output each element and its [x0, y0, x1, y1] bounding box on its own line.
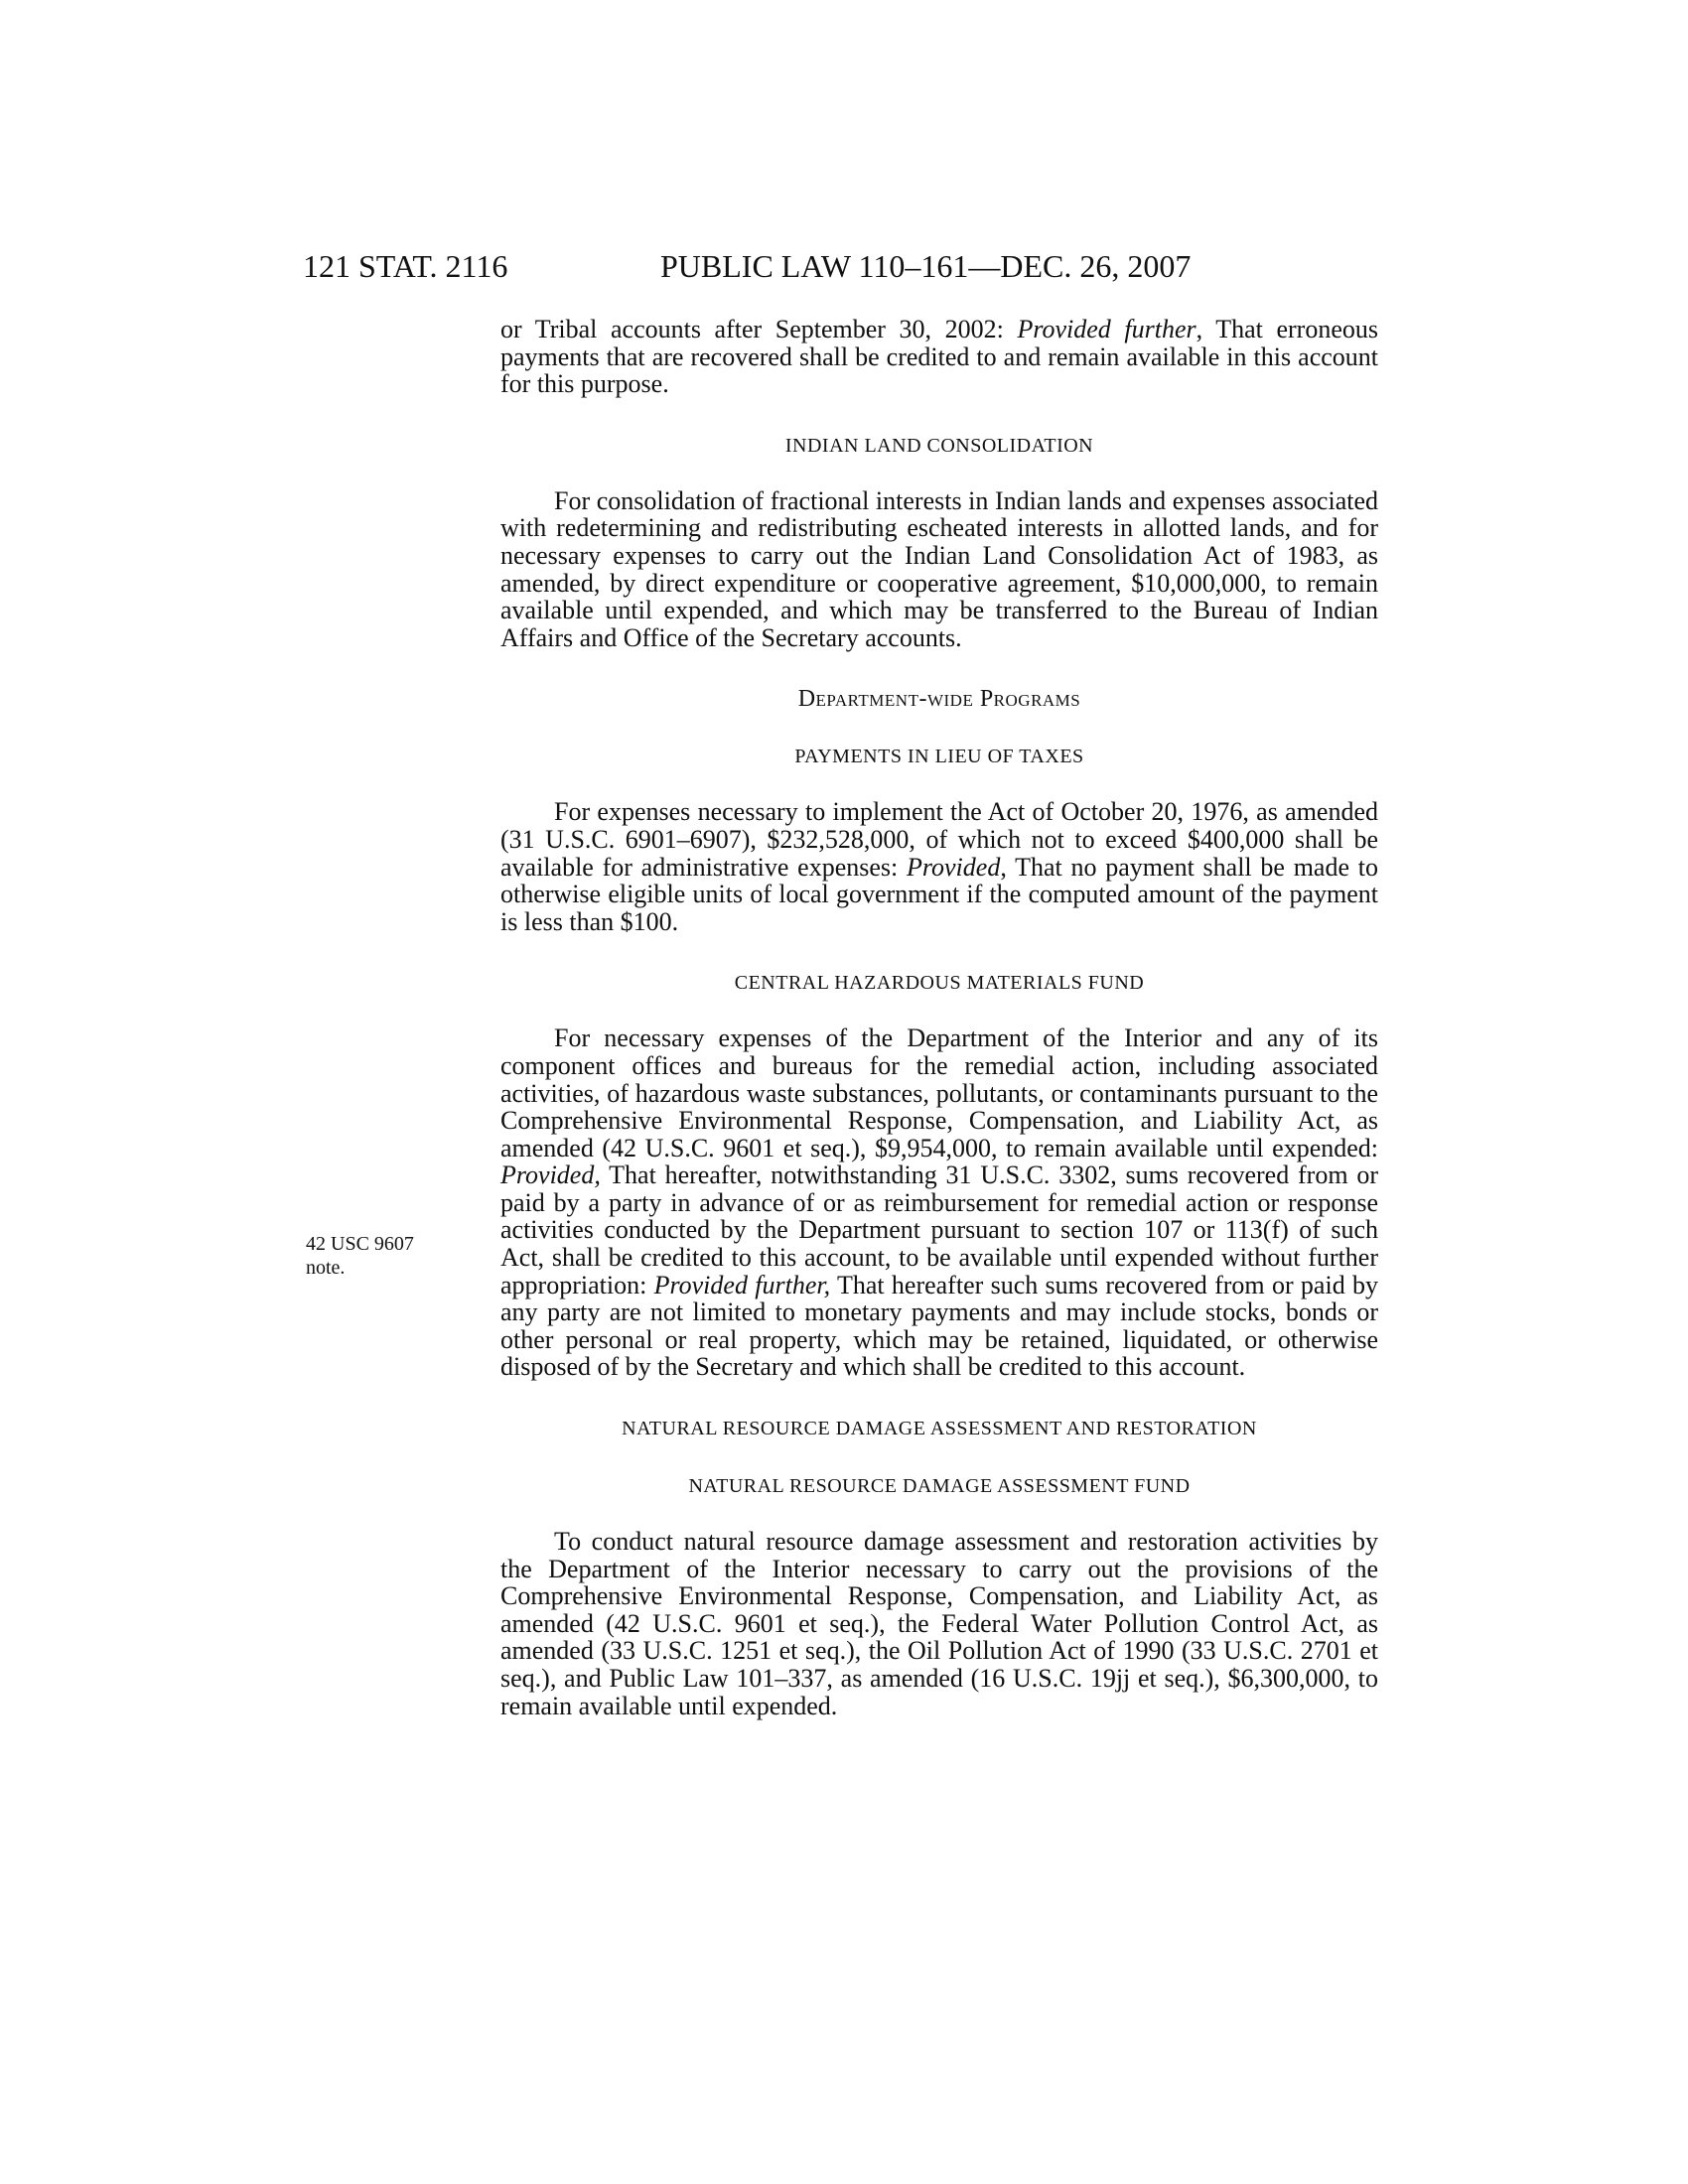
heading-payments-in-lieu-of-taxes: PAYMENTS IN LIEU OF TAXES — [794, 746, 1084, 768]
margin-note-label: note. — [306, 1257, 346, 1279]
heading-central-hazardous-materials-fund: CENTRAL HAZARDOUS MATERIALS FUND — [734, 972, 1145, 995]
heading-department-wide-programs: Department-wide Programs — [797, 686, 1081, 713]
heading-nrda-restoration: NATURAL RESOURCE DAMAGE ASSESSMENT AND RESTORATION — [622, 1418, 1257, 1440]
statute-citation: 121 STAT. 2116 — [303, 248, 508, 284]
page-header — [303, 246, 1375, 296]
pilt-paragraph: For expenses necessary to implement the Act of October 20, 1976, as amended (31 U.S.C. 6901–6907), $232,528,000, of which not to exceed $400,000 shall be available for administrative expenses: Provided, That no payment shall be made to otherwise eligible units of local government if the computed amount of the payment is less than $100. — [500, 797, 1378, 936]
heading-indian-land-consolidation: INDIAN LAND CONSOLIDATION — [784, 434, 1094, 457]
margin-note-citation: 42 USC 9607 — [306, 1233, 414, 1255]
carryover-paragraph: or Tribal accounts after September 30, 2002: Provided further, That erroneous payments that are recovered shall be credited to and remain available in this account for this purpose. — [500, 315, 1378, 399]
public-law-title: PUBLIC LAW 110–161—DEC. 26, 2007 — [660, 248, 1192, 284]
body-column — [500, 316, 1378, 1719]
indian-land-paragraph: For consolidation of fractional interests in Indian lands and expenses associated with redetermining and redistributing escheated interests in allotted lands, and for necessary expenses to carry out the Indian Land Consolidation Act of 1983, as amended, by direct expenditure or cooperative agreement, $10,000,000, to remain available until expended, and which may be transferred to the Bureau of Indian Affairs and Office of the Secretary accounts. — [500, 485, 1378, 652]
margin-note — [306, 1232, 455, 1280]
nrda-fund-paragraph: To conduct natural resource damage assessment and restoration activities by the Department of the Interior necessary to carry out the provisions of the Comprehensive Environmental Response, Compensation, and Liability Act, as amended (42 U.S.C. 9601 et seq.), the Federal Water Pollution Control Act, as amended (33 U.S.C. 1251 et seq.), the Oil Pollution Act of 1990 (33 U.S.C. 2701 et seq.), and Public Law 101–337, as amended (16 U.S.C. 19jj et seq.), $6,300,000, to remain available until expended. — [500, 1527, 1378, 1720]
heading-nrda-fund: NATURAL RESOURCE DAMAGE ASSESSMENT FUND — [688, 1475, 1191, 1498]
hazmat-paragraph: For necessary expenses of the Department of the Interior and any of its component offices and bureaus for the remedial action, including associated activities, of hazardous waste substances, pollutants, or contaminants pursuant to the Comprehensive Environmental Response, Compensation, and Liability Act, as amended (42 U.S.C. 9601 et seq.), $9,954,000, to remain available until expended: Provided, That hereafter, notwithstanding 31 U.S.C. 3302, sums recovered from or paid by a party in advance of or as reimbursement for remedial action or response activities conducted by the Department pursuant to section 107 or 113(f) of such Act, shall be credited to this account, to be available until expended without further appropriation: Provided further, That hereafter such sums recovered from or paid by any party are not limited to monetary payments and may include stocks, bonds or other personal or real property, which may be retained, liquidated, or otherwise disposed of by the Secretary and which shall be credited to this account. — [500, 1024, 1378, 1382]
